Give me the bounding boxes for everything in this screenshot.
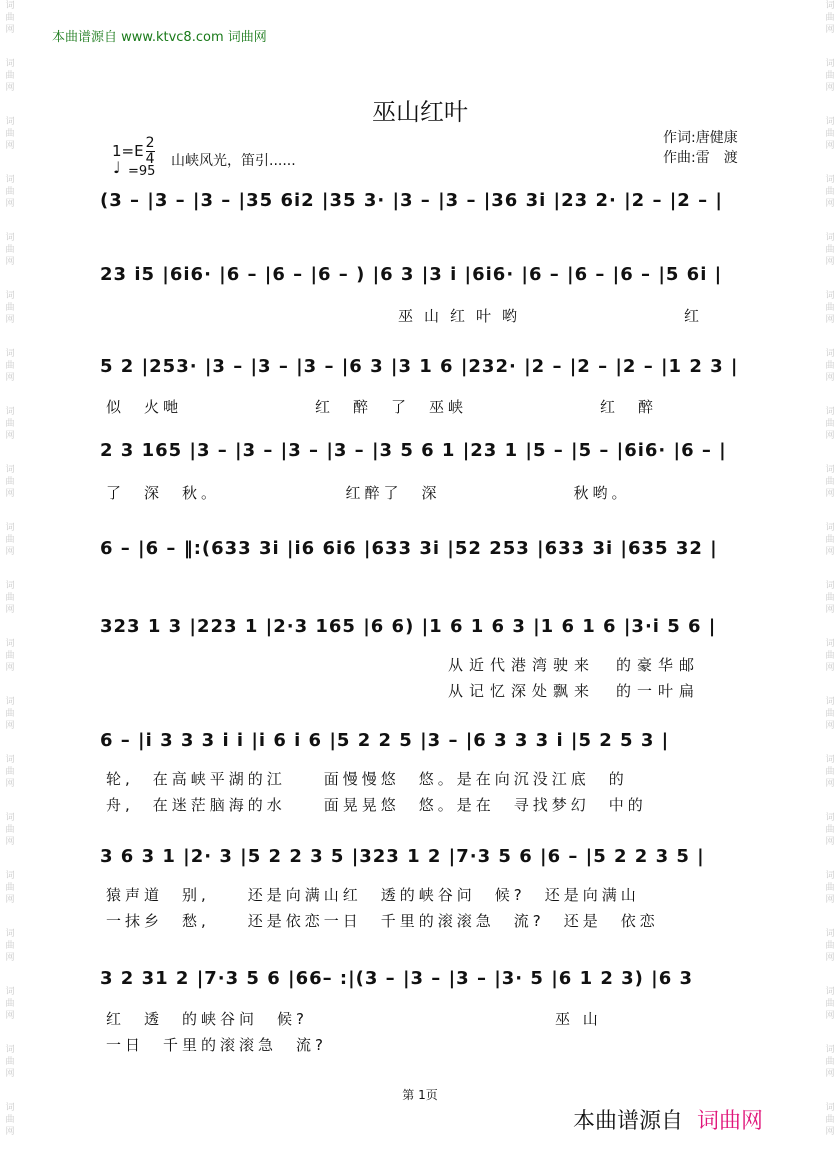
page-number: 第 1页: [402, 1088, 438, 1102]
watermark-char: 词: [825, 407, 835, 417]
watermark-char: 曲: [5, 767, 15, 777]
watermark-char: 曲: [5, 535, 15, 545]
score-system: [100, 190, 770, 230]
watermark-char: 网: [825, 83, 835, 93]
watermark-char: 曲: [825, 1057, 835, 1067]
watermark-char: 曲: [5, 999, 15, 1009]
watermark-char: 词: [5, 117, 15, 127]
watermark-char: 曲: [5, 709, 15, 719]
watermark-char: 曲: [825, 535, 835, 545]
watermark-char: 词: [825, 755, 835, 765]
quarter-note-icon: ♩: [113, 158, 121, 177]
watermark-char: 词: [825, 233, 835, 243]
melody-line: 3 2 31 2 |7·3 5 6 |66– :|(3 – |3 – |3 – |3· 5 |6 1 2 3) |6 3: [100, 968, 694, 989]
lyric-verse-2: 一日 千里的滚滚急 流?: [106, 1036, 327, 1054]
watermark-char: 曲: [825, 767, 835, 777]
credits: [663, 128, 738, 168]
intro-text: 山峡风光，笛引......: [171, 153, 296, 169]
watermark-char: 词: [5, 581, 15, 591]
watermark-mark: [823, 870, 837, 906]
watermark-mark: [3, 290, 17, 326]
time-numerator: 2: [145, 135, 155, 151]
watermark-char: 网: [5, 373, 15, 383]
watermark-char: 曲: [5, 303, 15, 313]
watermark-char: 曲: [825, 13, 835, 23]
watermark-char: 词: [825, 1045, 835, 1055]
key-label: 1=E: [112, 142, 144, 160]
watermark-mark: [3, 638, 17, 674]
time-signature: [146, 136, 155, 167]
watermark-mark: [823, 58, 837, 94]
watermark-char: 网: [5, 1011, 15, 1021]
lyric-verse-2: 舟, 在迷茫脑海的水 面晃晃悠 悠。是在 寻找梦幻 中的: [106, 796, 647, 814]
watermark-char: 词: [5, 465, 15, 475]
watermark-char: 曲: [825, 419, 835, 429]
watermark-char: 曲: [5, 187, 15, 197]
score-system: [100, 440, 770, 502]
watermark-char: 曲: [5, 477, 15, 487]
lyricist-credit: 作词:唐健康: [663, 130, 738, 146]
watermark-char: 曲: [825, 883, 835, 893]
watermark-char: 词: [5, 1, 15, 11]
watermark-char: 词: [5, 349, 15, 359]
melody-line: 323 1 3 |223 1 |2·3 165 |6 6) |1 6 1 6 3 |1 6 1 6 |3·i 5 6 |: [100, 616, 717, 637]
watermark-char: 词: [825, 465, 835, 475]
watermark-char: 曲: [825, 651, 835, 661]
watermark-mark: [3, 232, 17, 268]
watermark-char: 曲: [5, 245, 15, 255]
watermark-char: 网: [825, 431, 835, 441]
watermark-char: 网: [825, 721, 835, 731]
watermark-mark: [823, 696, 837, 732]
score-system: [100, 264, 770, 325]
watermark-char: 词: [5, 987, 15, 997]
watermark-mark: [823, 522, 837, 558]
watermark-char: 词: [5, 639, 15, 649]
watermark-char: 曲: [5, 1115, 15, 1125]
melody-line: 6 – |6 – ‖:(633 3i |i6 6i6 |633 3i |52 253 |633 3i |635 32 |: [100, 538, 718, 559]
watermark-mark: [3, 522, 17, 558]
watermark-mark: [3, 928, 17, 964]
tempo-marking: =95: [128, 164, 156, 179]
watermark-mark: [823, 0, 837, 36]
watermark-char: 网: [825, 257, 835, 267]
time-denominator: 4: [145, 151, 155, 167]
watermark-char: 词: [5, 291, 15, 301]
score-system: [100, 538, 770, 578]
watermark-mark: [3, 464, 17, 500]
watermark-char: 网: [5, 199, 15, 209]
watermark-char: 曲: [825, 999, 835, 1009]
watermark-char: 曲: [5, 71, 15, 81]
watermark-char: 网: [825, 663, 835, 673]
composer-credit: 作曲:雷 渡: [663, 150, 738, 166]
watermark-char: 网: [5, 895, 15, 905]
watermark-mark: [823, 812, 837, 848]
watermark-char: 词: [825, 987, 835, 997]
watermark-char: 曲: [825, 245, 835, 255]
watermark-char: 词: [5, 1045, 15, 1055]
watermark-char: 网: [5, 141, 15, 151]
watermark-mark: [3, 58, 17, 94]
watermark-mark: [3, 174, 17, 210]
watermark-char: 网: [825, 605, 835, 615]
watermark-char: 网: [825, 373, 835, 383]
watermark-mark: [823, 464, 837, 500]
watermark-char: 网: [5, 1069, 15, 1079]
watermark-char: 词: [5, 233, 15, 243]
source-footer-brand: 词曲网: [697, 1109, 764, 1134]
melody-line: 6 – |i 3 3 3 i i |i 6 i 6 |5 2 2 5 |3 – |6 3 3 3 i |5 2 5 3 |: [100, 730, 670, 751]
watermark-char: 词: [825, 697, 835, 707]
watermark-char: 词: [825, 1, 835, 11]
watermark-char: 词: [825, 291, 835, 301]
watermark-char: 曲: [825, 129, 835, 139]
watermark-char: 曲: [5, 651, 15, 661]
watermark-mark: [823, 754, 837, 790]
lyric-verse-2: 从记忆深处飘来 的一叶扁: [448, 682, 701, 700]
watermark-char: 网: [825, 837, 835, 847]
watermark-char: 词: [825, 349, 835, 359]
watermark-char: 词: [5, 929, 15, 939]
watermark-char: 网: [5, 953, 15, 963]
lyric-verse-1: 巫山红叶哟 红: [398, 307, 711, 325]
watermark-char: 网: [5, 257, 15, 267]
source-header: 本曲谱源自 www.ktvc8.com 词曲网: [52, 30, 267, 45]
watermark-mark: [823, 580, 837, 616]
melody-line: 23 i5 |6i6· |6 – |6 – |6 – ) |6 3 |3 i |6i6· |6 – |6 – |6 – |5 6i |: [100, 264, 723, 285]
watermark-char: 曲: [5, 361, 15, 371]
lyric-verse-1: 红 透 的峡谷问 候? 巫 山: [106, 1010, 602, 1028]
watermark-mark: [823, 928, 837, 964]
watermark-mark: [823, 638, 837, 674]
watermark-mark: [3, 348, 17, 384]
watermark-char: 网: [5, 489, 15, 499]
watermark-char: 网: [5, 547, 15, 557]
watermark-mark: [823, 232, 837, 268]
watermark-char: 词: [5, 871, 15, 881]
watermark-char: 曲: [825, 303, 835, 313]
watermark-mark: [823, 174, 837, 210]
watermark-char: 曲: [825, 825, 835, 835]
watermark-char: 曲: [5, 825, 15, 835]
watermark-char: 词: [825, 175, 835, 185]
watermark-char: 网: [5, 431, 15, 441]
score-system: [100, 616, 770, 700]
source-footer-prefix: 本曲谱源自: [573, 1109, 684, 1134]
watermark-char: 词: [825, 639, 835, 649]
watermark-mark: [823, 1102, 837, 1138]
melody-line: (3 – |3 – |3 – |35 6i2 |35 3· |3 – |3 – |36 3i |23 2· |2 – |2 – |: [100, 190, 723, 211]
watermark-char: 网: [825, 1069, 835, 1079]
watermark-char: 网: [5, 721, 15, 731]
watermark-char: 网: [5, 605, 15, 615]
watermark-char: 词: [5, 175, 15, 185]
watermark-char: 词: [825, 117, 835, 127]
watermark-mark: [3, 406, 17, 442]
watermark-char: 词: [5, 1103, 15, 1113]
watermark-char: 曲: [5, 941, 15, 951]
watermark-char: 词: [825, 523, 835, 533]
score-system: [100, 730, 770, 814]
watermark-char: 网: [5, 837, 15, 847]
watermark-char: 网: [825, 547, 835, 557]
watermark-char: 网: [825, 953, 835, 963]
watermark-char: 词: [5, 813, 15, 823]
watermark-char: 曲: [5, 13, 15, 23]
watermark-char: 词: [5, 697, 15, 707]
watermark-mark: [3, 1044, 17, 1080]
watermark-char: 曲: [5, 593, 15, 603]
source-footer: [573, 1104, 763, 1135]
watermark-char: 网: [825, 25, 835, 35]
watermark-char: 网: [825, 1011, 835, 1021]
watermark-char: 词: [825, 871, 835, 881]
melody-line: 2 3 165 |3 – |3 – |3 – |3 – |3 5 6 1 |23 1 |5 – |5 – |6i6· |6 – |: [100, 440, 727, 461]
watermark-char: 词: [5, 523, 15, 533]
score-system: [100, 356, 770, 416]
watermark-char: 曲: [825, 477, 835, 487]
watermark-char: 词: [5, 59, 15, 69]
watermark-char: 网: [825, 895, 835, 905]
watermark-char: 词: [5, 755, 15, 765]
watermark-char: 网: [825, 489, 835, 499]
lyric-verse-1: 了 深 秋。 红醉了 深 秋哟。: [106, 484, 631, 502]
watermark-char: 词: [5, 407, 15, 417]
watermark-char: 曲: [825, 709, 835, 719]
watermark-char: 曲: [825, 1115, 835, 1125]
watermark-mark: [3, 696, 17, 732]
watermark-mark: [823, 406, 837, 442]
lyric-verse-2: 一抹乡 愁, 还是依恋一日 千里的滚滚急 流? 还是 依恋: [106, 912, 659, 930]
watermark-mark: [3, 986, 17, 1022]
watermark-char: 曲: [825, 71, 835, 81]
watermark-char: 网: [825, 141, 835, 151]
watermark-char: 网: [5, 25, 15, 35]
watermark-char: 网: [5, 83, 15, 93]
watermark-char: 网: [825, 315, 835, 325]
watermark-char: 词: [825, 59, 835, 69]
watermark-char: 网: [5, 663, 15, 673]
watermark-mark: [3, 1102, 17, 1138]
watermark-mark: [3, 580, 17, 616]
lyric-verse-1: 似 火哋 红 醉 了 巫峡 红 醉: [106, 398, 658, 416]
lyric-verse-1: 从近代港湾驶来 的豪华邮: [448, 656, 701, 674]
melody-line: 5 2 |253· |3 – |3 – |3 – |6 3 |3 1 6 |232· |2 – |2 – |2 – |1 2 3 |: [100, 356, 739, 377]
watermark-char: 曲: [825, 187, 835, 197]
watermark-char: 曲: [825, 361, 835, 371]
watermark-strip-left: [3, 0, 17, 1169]
watermark-mark: [3, 870, 17, 906]
watermark-mark: [823, 290, 837, 326]
watermark-char: 曲: [825, 593, 835, 603]
watermark-char: 网: [5, 779, 15, 789]
watermark-char: 网: [5, 315, 15, 325]
watermark-char: 词: [825, 581, 835, 591]
song-title: 巫山红叶: [372, 98, 468, 126]
watermark-char: 网: [825, 199, 835, 209]
watermark-mark: [823, 1044, 837, 1080]
watermark-char: 曲: [5, 419, 15, 429]
watermark-char: 曲: [825, 941, 835, 951]
score-system: [100, 846, 770, 930]
watermark-mark: [3, 812, 17, 848]
watermark-char: 曲: [5, 129, 15, 139]
watermark-mark: [3, 0, 17, 36]
watermark-char: 词: [825, 1103, 835, 1113]
lyric-verse-1: 轮, 在高峡平湖的江 面慢慢悠 悠。是在向沉没江底 的: [106, 770, 628, 788]
lyric-verse-1: 猿声道 别, 还是向满山红 透的峡谷问 候? 还是向满山: [106, 886, 640, 904]
watermark-char: 曲: [5, 883, 15, 893]
watermark-char: 曲: [5, 1057, 15, 1067]
watermark-mark: [3, 754, 17, 790]
melody-line: 3 6 3 1 |2· 3 |5 2 2 3 5 |323 1 2 |7·3 5 6 |6 – |5 2 2 3 5 |: [100, 846, 705, 867]
watermark-char: 词: [825, 929, 835, 939]
watermark-mark: [823, 986, 837, 1022]
watermark-char: 网: [825, 1127, 835, 1137]
watermark-mark: [823, 348, 837, 384]
watermark-char: 网: [825, 779, 835, 789]
watermark-strip-right: [823, 0, 837, 1169]
watermark-char: 网: [5, 1127, 15, 1137]
watermark-char: 词: [825, 813, 835, 823]
score-system: [100, 968, 770, 1054]
